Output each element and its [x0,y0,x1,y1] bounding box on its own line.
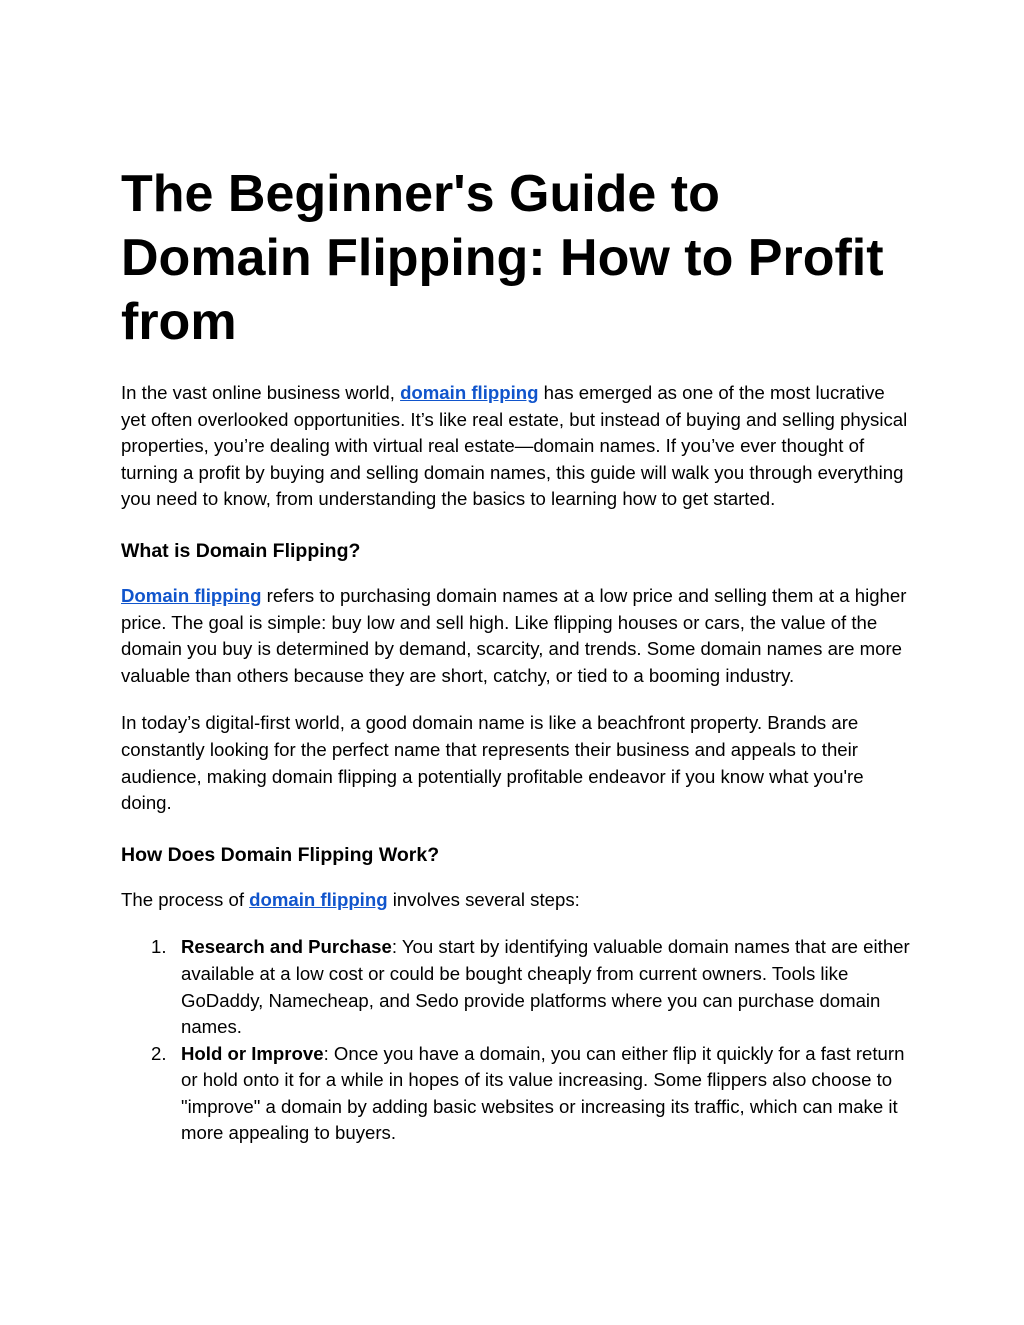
step-term: Hold or Improve [181,1042,324,1064]
page-title: The Beginner's Guide to Domain Flipping: How to Profit from [121,165,884,351]
step-text: : You start by identifying valuable domain names that are either available at a low cost or could be bought cheaply from current owners. Tools like GoDaddy, Namecheap, and Sedo provide platforms where you can purchase domain names. [181,936,910,1038]
list-item [151,934,911,1040]
definition-paragraph [121,583,911,689]
list-number: 1. [151,936,167,958]
definition-text: refers to purchasing domain names at a low price and selling them at a higher price. The goal is simple: buy low and sell high. Like flipping houses or cars, the value of the domain you buy is determined by demand, scarcity, and trends. Some domain names are more valuable than others because they are short, catchy, or tied to a booming industry. [121,584,907,686]
domain-flipping-link[interactable]: domain flipping [249,888,388,910]
intro-paragraph [121,380,911,513]
section-heading-how-it-works: How Does Domain Flipping Work? [121,843,440,866]
document-page [121,162,911,1147]
list-item [151,1041,911,1147]
process-lead-before: The process of [121,888,250,910]
steps-list [121,934,911,1147]
step-text: : Once you have a domain, you can either flip it quickly for a fast return or hold onto it for a while in hopes of its value increasing. Some flippers also choose to "improve" a domain by adding basic websites or increasing its traffic, which can make it more appealing to buyers. [181,1042,905,1144]
step-term: Research and Purchase [181,936,392,958]
process-lead-after: involves several steps: [387,888,580,910]
list-number: 2. [151,1042,167,1064]
digital-first-paragraph: In today’s digital-first world, a good domain name is like a beachfront property. Brands are constantly looking for the perfect name that represents their business and appeals to their audience, making domain flipping a potentially profitable endeavor if you know what you're doing. [121,712,864,814]
intro-text-after: has emerged as one of the most lucrative yet often overlooked opportunities. It’s like real estate, but instead of buying and selling physical properties, you’re dealing with virtual real estate—domain names. If you’ve ever thought of turning a profit by buying and selling domain names, this guide will walk you through everything you need to know, from understanding the basics to learning how to get started. [121,382,908,510]
domain-flipping-link[interactable]: Domain flipping [121,584,262,606]
section-heading-what-is: What is Domain Flipping? [121,539,361,562]
process-lead-paragraph [121,887,911,914]
domain-flipping-link[interactable]: domain flipping [400,382,539,403]
intro-text-before: In the vast online business world, [121,382,401,403]
